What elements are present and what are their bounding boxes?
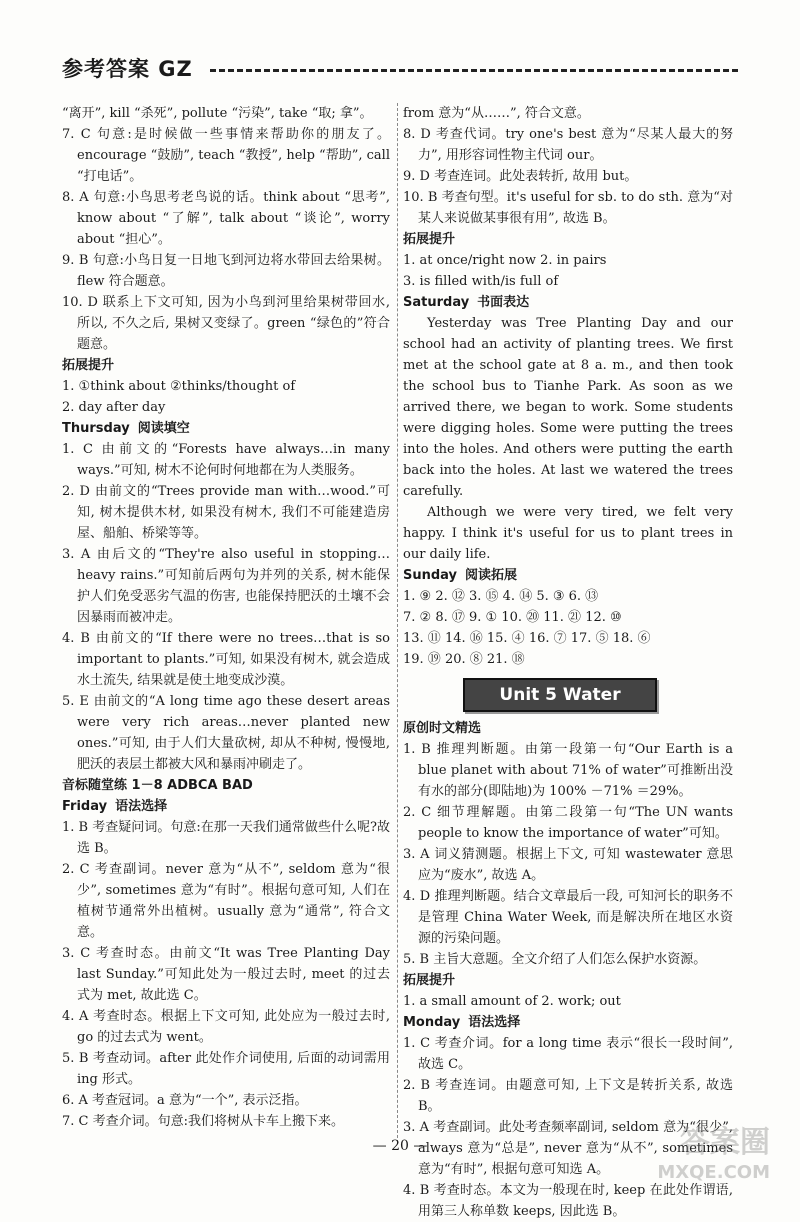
answer-item: 9. D 考查连词。此处表转折, 故用 but。 [403, 169, 638, 184]
answer-item: 4. B 考查时态。本文为一般现在时, keep 在此处作谓语, 用第三人称单数 keeps, 因此选 B。 [403, 1183, 733, 1219]
answer-item: 1. B 推理判断题。由第一段第一句“Our Earth is a blue planet with about 71% of water”可推断出没有水的部分(即陆地)为 100% －71% ＝29%。 [403, 742, 733, 799]
answer-item: 7. C 句意:是时候做一些事情来帮助你的朋友了。encourage “鼓励”, teach “教授”, help “帮助”, call “打电话”。 [62, 127, 390, 184]
section-heading [403, 1012, 733, 1033]
section-day: Monday [403, 1015, 461, 1030]
section-heading [62, 796, 390, 817]
section-day: Friday [62, 799, 108, 814]
answer-item: 10. D 联系上下文可知, 因为小鸟到河里给果树带回水, 所以, 不久之后, 果树又变绿了。green “绿色的”符合题意。 [62, 295, 390, 352]
watermark-logo [657, 1125, 770, 1188]
answer-item: 2. B 考查连词。由题意可知, 上下文是转折关系, 故选 B。 [403, 1078, 733, 1114]
answer-item: 8. D 考查代词。try one's best 意为“尽某人最大的努力”, 用形容词性物主代词 our。 [403, 127, 733, 163]
page-number: — 20 — [372, 1138, 428, 1154]
section-task: 语法选择 [468, 1015, 521, 1030]
header-title: 参考答案 GZ [62, 57, 193, 81]
answer-item: 1. B 考查疑问词。句意:在那一天我们通常做些什么呢?故选 B。 [62, 820, 390, 856]
answer-item: 2. C 细节理解题。由第二段第一句“The UN wants people to know the importance of water”可知。 [403, 805, 733, 841]
answer-item: 1. C 考查介词。for a long time 表示“很长一段时间”, 故选 C。 [403, 1036, 733, 1072]
answer-line: “离开”, kill “杀死”, pollute “污染”, take “取; 拿”。 [62, 106, 373, 121]
essay-paragraph: Yesterday was Tree Planting Day and our school had an activity of planting trees. We first met at the school gate at 8 a. m., and then took the school bus to Tianhe Park. As soon as we arrived there, we began to work. Some students were digging holes. Some were putting the trees into the holes. And others were putting the earth back into the holes. At last we watered the trees carefully. [403, 316, 733, 499]
column-divider [397, 103, 398, 1143]
answer-item: 7. C 考查介词。句意:我们将树从卡车上搬下来。 [62, 1114, 344, 1129]
answer-item: 3. A 词义猜测题。根据上下文, 可知 wastewater 意思应为“废水”, 故选 A。 [403, 847, 733, 883]
section-task: 书面表达 [477, 295, 530, 310]
header-dashed-rule [210, 69, 738, 72]
answer-line: from 意为“从……”, 符合文意。 [403, 106, 590, 121]
answer-line: 2. day after day [62, 400, 166, 415]
subheading: 拓展提升 [403, 232, 456, 247]
answer-item: 2. C 考查副词。never 意为“从不”, seldom 意为“很少”, sometimes 意为“有时”。根据句意可知, 人们在植树节通常外出植树。usually 意为“通常”, 符合文意。 [62, 862, 390, 940]
answer-line: 1. ⑨ 2. ⑫ 3. ⑮ 4. ⑭ 5. ③ 6. ⑬ [403, 589, 599, 604]
answer-line: 1. a small amount of 2. work; out [403, 994, 621, 1009]
subheading: 拓展提升 [62, 358, 115, 373]
left-column [62, 103, 390, 1132]
subheading: 拓展提升 [403, 973, 456, 988]
subheading: 音标随堂练 1－8 ADBCA BAD [62, 778, 253, 793]
answer-item: 3. A 考查副词。此处考查频率副词, seldom 意为“很少”, always 意为“总是”, never 意为“从不”, sometimes 意为“有时”, 根据句意可知选 A。 [403, 1120, 733, 1177]
answer-item: 4. B 由前文的“If there were no trees…that is so important to plants.”可知, 如果没有树木, 就会造成水土流失, 结果就是使土地变成沙漠。 [62, 631, 390, 688]
section-task: 阅读拓展 [465, 568, 518, 583]
section-heading [62, 418, 390, 439]
section-task: 语法选择 [115, 799, 168, 814]
answer-item: 2. D 由前文的“Trees provide man with…wood.”可知, 树木提供木材, 如果没有树木, 我们不可能建造房屋、船舶、桥梁等等。 [62, 484, 390, 541]
answer-item: 4. D 推理判断题。结合文章最后一段, 可知河长的职务不是管理 China Water Week, 而是解决所在地区水资源的污染问题。 [403, 889, 733, 946]
section-heading [403, 565, 733, 586]
section-day: Sunday [403, 568, 458, 583]
answer-item: 5. E 由前文的“A long time ago these desert areas were very rich areas…never planted new ones.”可知, 由于人们大量砍树, 却从不种树, 慢慢地, 肥沃的表层土都被大风和暴雨冲刷走了。 [62, 694, 390, 772]
answer-line: 1. ①think about ②thinks/thought of [62, 379, 296, 394]
essay-paragraph: Although we were very tired, we felt very happy. I think it's useful for us to plant trees in our daily life. [403, 505, 733, 562]
answer-item: 1. C 由前文的“Forests have always…in many ways.”可知, 树木不论何时何地都在为人类服务。 [62, 442, 390, 478]
section-day: Saturday [403, 295, 470, 310]
unit-banner: Unit 5 Water [463, 678, 657, 712]
section-task: 阅读填空 [137, 421, 190, 436]
answer-item: 5. B 考查动词。after 此处作介词使用, 后面的动词需用 ing 形式。 [62, 1051, 390, 1087]
answer-item: 10. B 考查句型。it's useful for sb. to do sth. 意为“对某人来说做某事很有用”, 故选 B。 [403, 190, 733, 226]
right-column [403, 103, 733, 1222]
page-header [62, 52, 738, 86]
watermark-url: MXQE.COM [657, 1162, 770, 1183]
answer-item: 9. B 句意:小鸟日复一日地飞到河边将水带回去给果树。flew 符合题意。 [62, 253, 390, 289]
answer-item: 8. A 句意:小鸟思考老鸟说的话。think about “思考”, know about “了解”, talk about “谈论”, worry about “担心”。 [62, 190, 390, 247]
answer-item: 3. A 由后文的“They're also useful in stopping…heavy rains.”可知前后两句为并列的关系, 树木能保护人们免受恶劣气温的伤害, 也能保持肥沃的土壤不会因暴雨而被冲走。 [62, 547, 390, 625]
answer-item: 3. C 考查时态。由前文“It was Tree Planting Day last Sunday.”可知此处为一般过去时, meet 的过去式为 met, 故此选 C。 [62, 946, 390, 1003]
watermark-text: 答案圈 [680, 1125, 770, 1160]
answer-item: 4. A 考查时态。根据上下文可知, 此处应为一般过去时, go 的过去式为 went。 [62, 1009, 390, 1045]
answer-line: 7. ② 8. ⑰ 9. ① 10. ⑳ 11. ㉑ 12. ⑩ [403, 610, 622, 625]
answer-item: 5. B 主旨大意题。全文介绍了人们怎么保护水资源。 [403, 952, 707, 967]
answer-line: 1. at once/right now 2. in pairs [403, 253, 607, 268]
subheading: 原创时文精选 [403, 721, 482, 736]
answer-item: 6. A 考查冠词。a 意为“一个”, 表示泛指。 [62, 1093, 308, 1108]
section-heading [403, 292, 733, 313]
answer-line: 3. is filled with/is full of [403, 274, 559, 289]
answer-line: 13. ⑪ 14. ⑯ 15. ④ 16. ⑦ 17. ⑤ 18. ⑥ [403, 631, 651, 646]
section-day: Thursday [62, 421, 130, 436]
answer-line: 19. ⑲ 20. ⑧ 21. ⑱ [403, 652, 525, 667]
